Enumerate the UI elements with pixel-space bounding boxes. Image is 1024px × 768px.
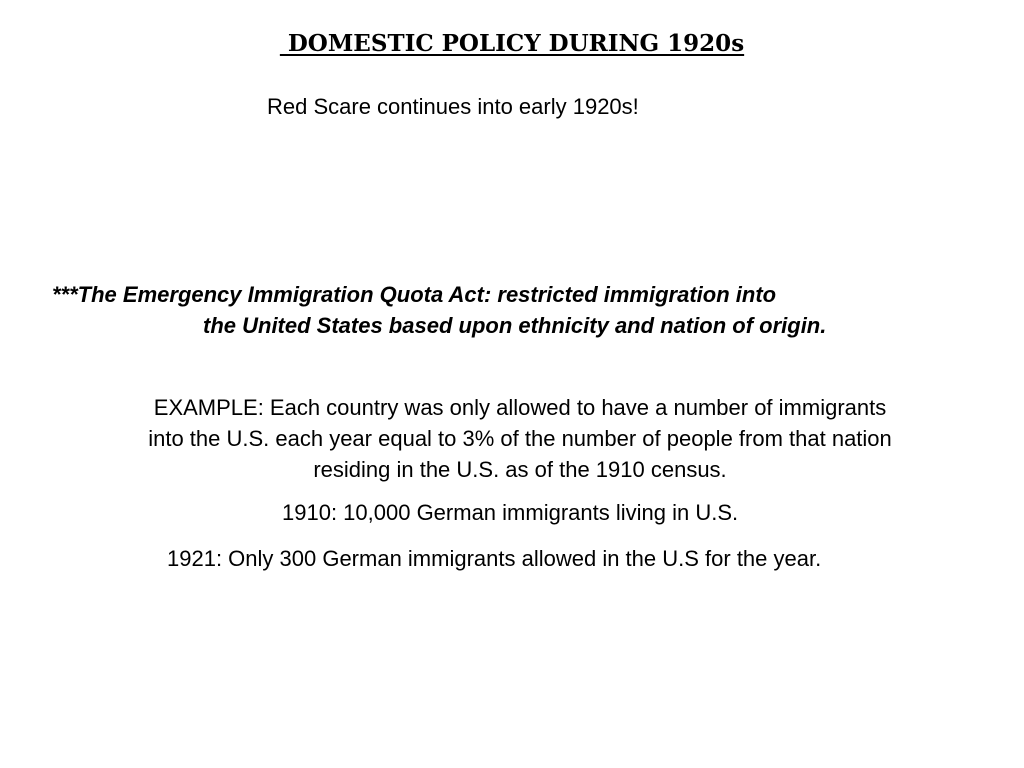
example-line-2: into the U.S. each year equal to 3% of the number of people from that nation bbox=[148, 426, 892, 451]
fact-1921-quota: 1921: Only 300 German immigrants allowed in the U.S for the year. bbox=[167, 546, 822, 571]
example-paragraph bbox=[70, 392, 970, 485]
quota-act-line-1: ***The Emergency Immigration Quota Act: restricted immigration into bbox=[52, 282, 777, 307]
example-line-1: EXAMPLE: Each country was only allowed to have a number of immigrants bbox=[153, 395, 887, 420]
slide-title: DOMESTIC POLICY DURING 1920s bbox=[279, 30, 745, 57]
quota-act-line-2: the United States based upon ethnicity and nation of origin. bbox=[203, 313, 827, 338]
example-line-3: residing in the U.S. as of the 1910 census. bbox=[313, 457, 727, 482]
fact-1910-census: 1910: 10,000 German immigrants living in U.S. bbox=[282, 500, 739, 525]
slide-subtitle: Red Scare continues into early 1920s! bbox=[267, 94, 639, 119]
